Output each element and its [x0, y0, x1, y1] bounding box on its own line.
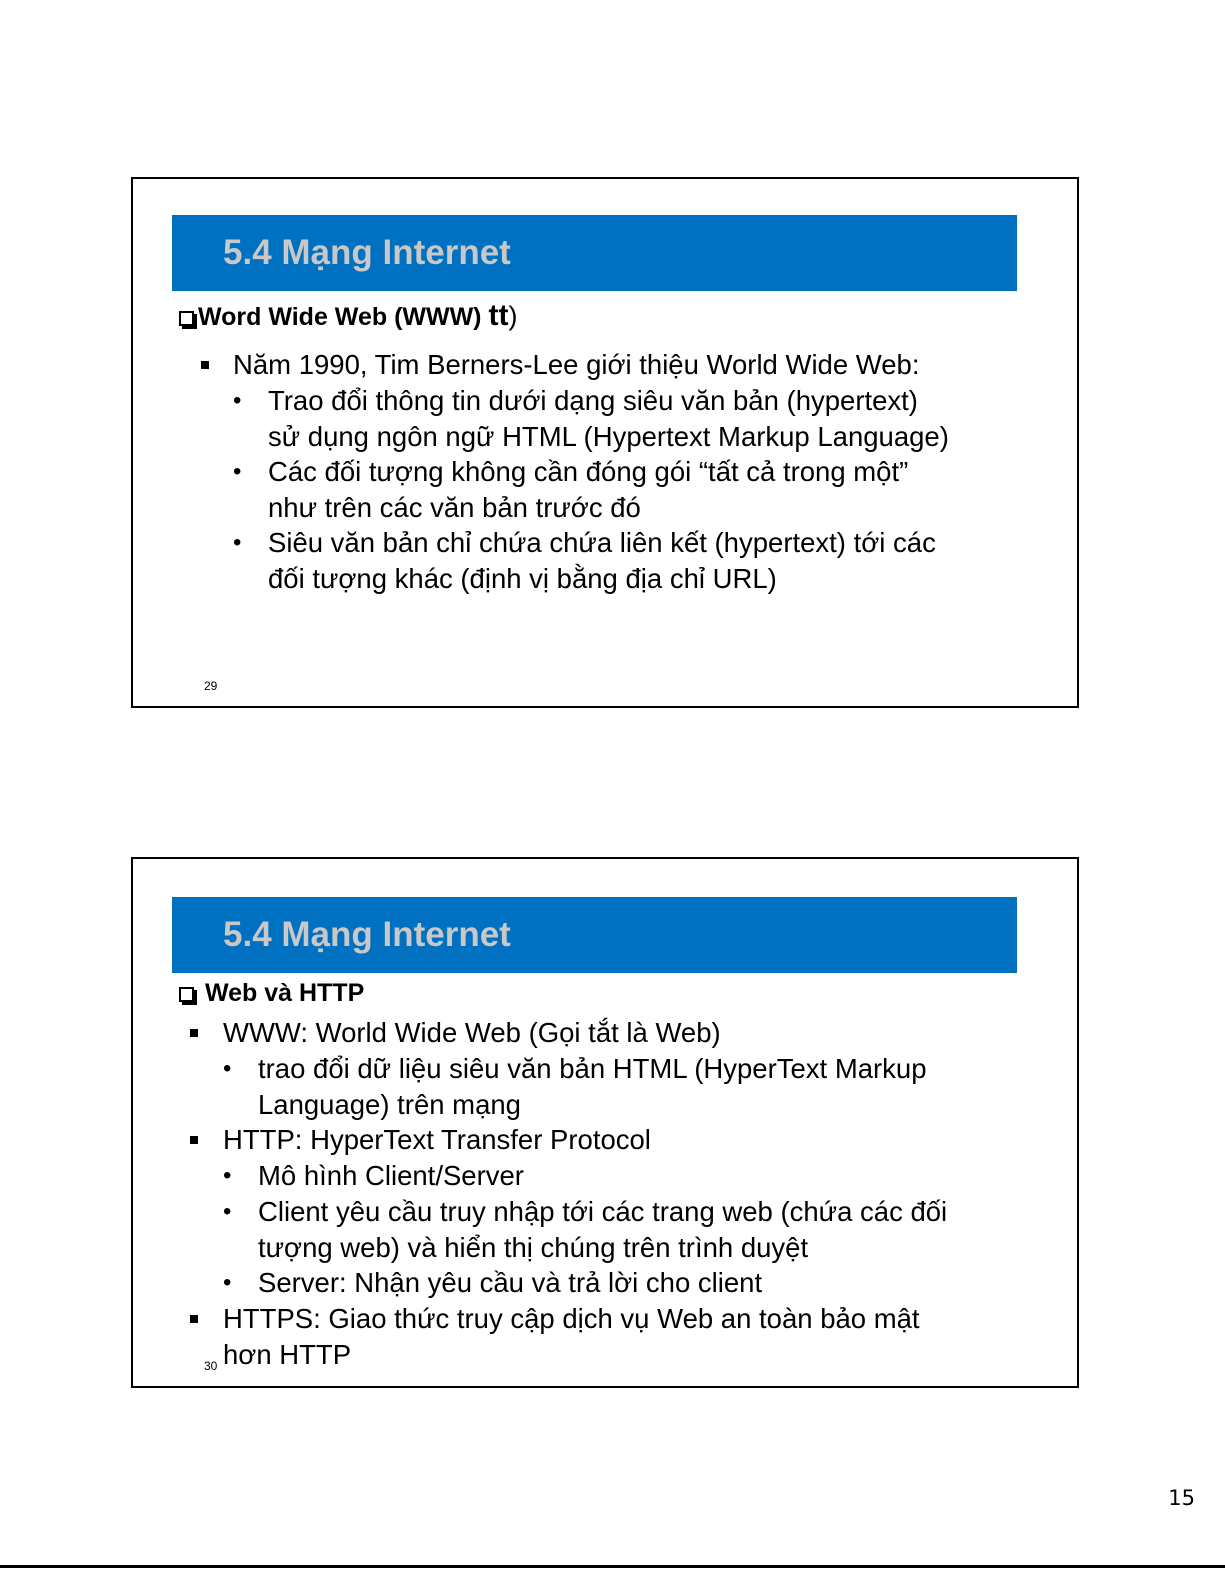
- sub-list-item: • Client yêu cầu truy nhập tới các trang web (chứa các đối tượng web) và hiển thị chúng trên trình duyệt: [223, 1196, 948, 1263]
- list-item: Năm 1990, Tim Berners-Lee giới thiệu World Wide Web:: [133, 347, 1077, 383]
- slide-29: [131, 177, 1079, 708]
- sub-list-item: • Siêu văn bản chỉ chứa chứa liên kết (hypertext) tới các đối tượng khác (định vị bằng địa chỉ URL): [233, 527, 936, 594]
- sub-list-item: • Mô hình Client/Server: [133, 1158, 1077, 1194]
- tt-label: tt: [488, 299, 509, 332]
- checkbox-bullet-icon: [179, 987, 194, 1002]
- slide-title-bar: [172, 215, 1017, 291]
- sub-list-item: • trao đổi dữ liệu siêu văn bản HTML (HyperText Markup Language) trên mạng: [223, 1053, 927, 1120]
- section-heading: Word Wide Web (WWW) tt): [179, 299, 517, 333]
- page-number: 15: [1168, 1486, 1195, 1510]
- dot-bullet-icon: •: [223, 1269, 232, 1296]
- square-bullet-icon: [190, 1136, 198, 1144]
- page-bottom-rule: [0, 1565, 1225, 1568]
- slide-number: 30: [204, 1359, 218, 1373]
- list-item: HTTP: HyperText Transfer Protocol: [133, 1122, 1077, 1158]
- dot-bullet-icon: •: [233, 387, 242, 414]
- list-item: HTTPS: Giao thức truy cập dịch vụ Web an toàn bảo mật hơn HTTP: [133, 1301, 1077, 1372]
- section-heading: Web và HTTP: [179, 979, 364, 1008]
- square-bullet-icon: [190, 1315, 198, 1323]
- checkbox-bullet-icon: [179, 311, 194, 326]
- dot-bullet-icon: •: [223, 1162, 232, 1189]
- dot-bullet-icon: •: [223, 1198, 232, 1225]
- sub-list-item: • Server: Nhận yêu cầu và trả lời cho client: [133, 1265, 1077, 1301]
- slide-title: 5.4 Mạng Internet: [223, 915, 511, 954]
- slide-content: [133, 1015, 1077, 1372]
- slide-title: 5.4 Mạng Internet: [223, 233, 511, 272]
- list-item: WWW: World Wide Web (Gọi tắt là Web): [133, 1015, 1077, 1051]
- slide-number: 29: [204, 679, 218, 693]
- square-bullet-icon: [201, 361, 209, 369]
- dot-bullet-icon: •: [233, 458, 242, 485]
- slide-title-bar: [172, 897, 1017, 973]
- dot-bullet-icon: •: [223, 1055, 232, 1082]
- sub-list-item: • Trao đổi thông tin dưới dạng siêu văn bản (hypertext) sử dụng ngôn ngữ HTML (Hypertext Markup Language): [233, 385, 949, 452]
- dot-bullet-icon: •: [233, 529, 242, 556]
- slide-content: [133, 347, 1077, 596]
- sub-list-item: • Các đối tượng không cần đóng gói “tất cả trong một” như trên các văn bản trước đó: [233, 456, 909, 523]
- square-bullet-icon: [190, 1029, 198, 1037]
- slide-30: [131, 857, 1079, 1388]
